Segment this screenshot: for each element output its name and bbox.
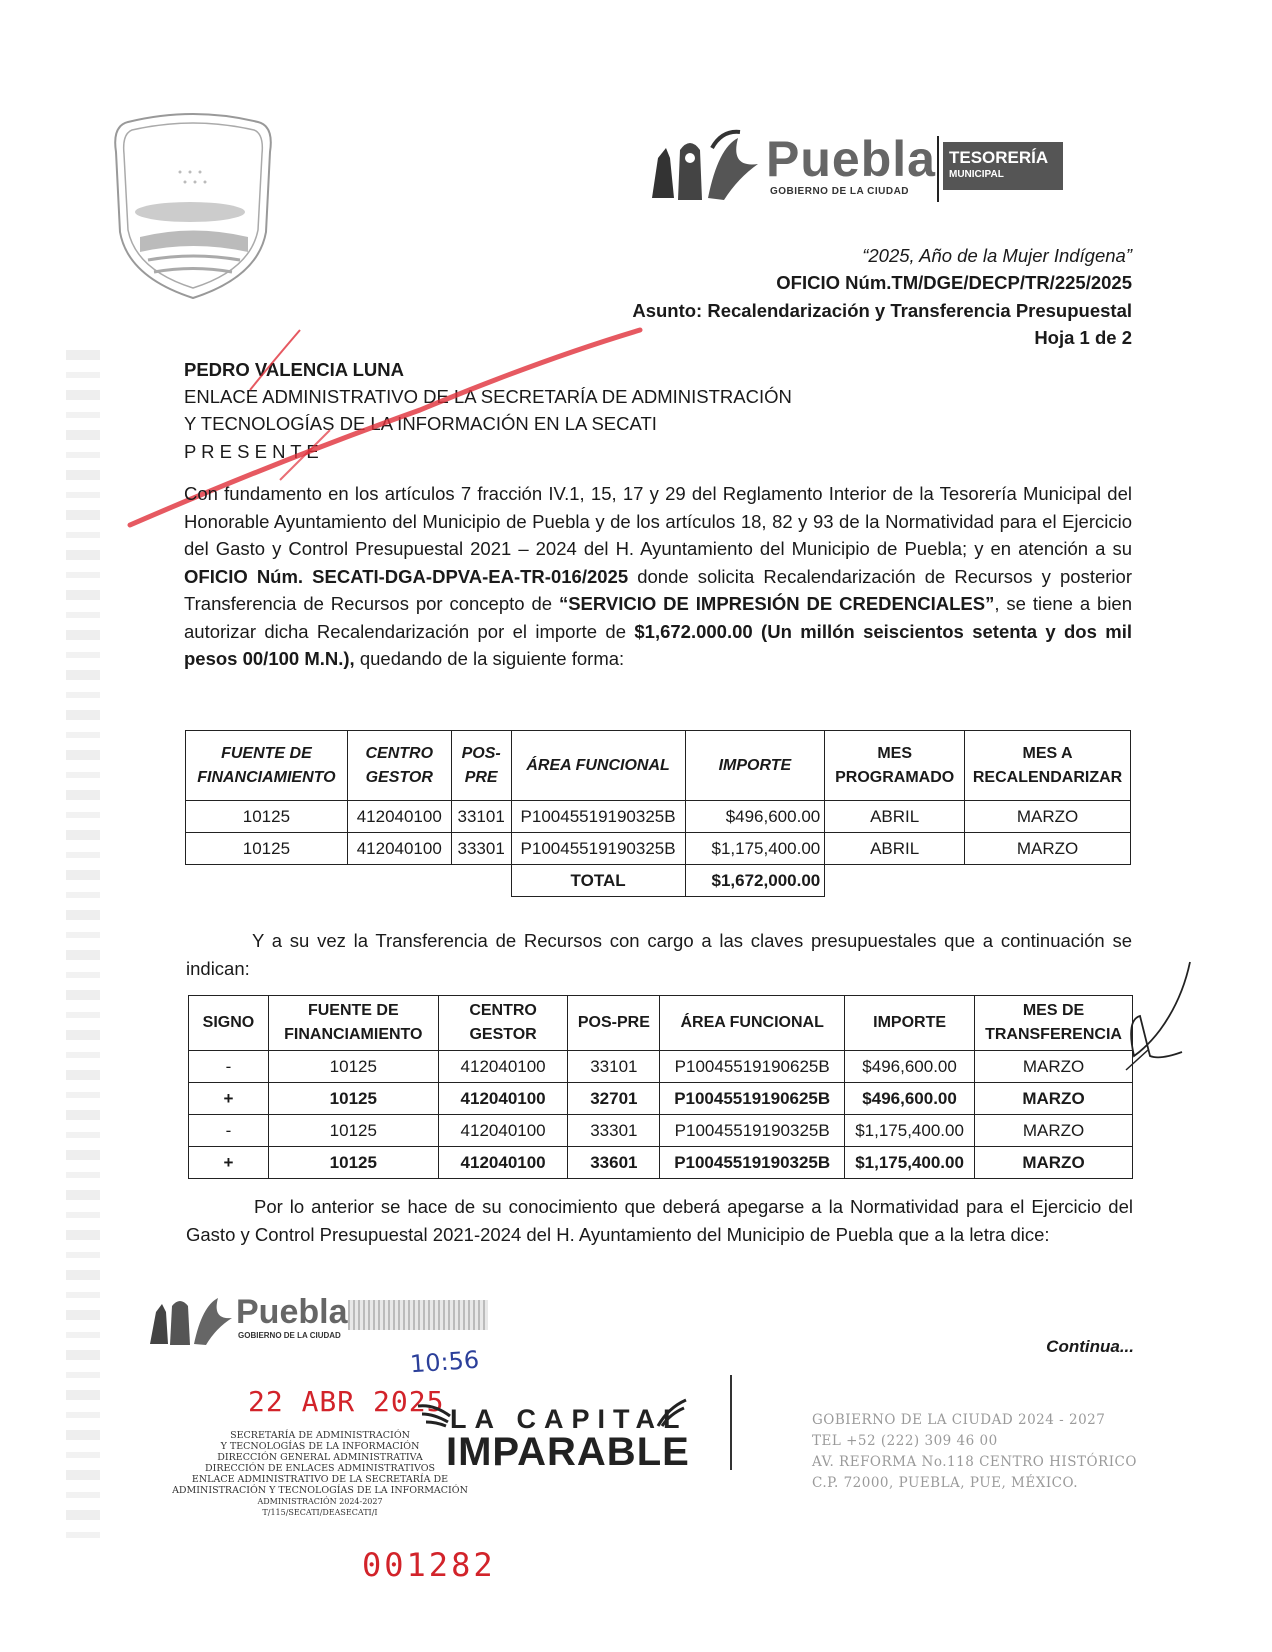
cell: 32701 xyxy=(568,1083,660,1115)
stamp-line: T/115/SECATI/DEASECATI/I xyxy=(262,1508,378,1517)
cell: P10045519190325B xyxy=(660,1115,845,1147)
cell: 412040100 xyxy=(347,801,451,833)
asunto-line: Asunto: Recalendarización y Transferencia Presupuestal xyxy=(632,300,1132,321)
address-line: GOBIERNO DE LA CIUDAD 2024 - 2027 xyxy=(812,1412,1106,1428)
logo-subtitle: GOBIERNO DE LA CIUDAD xyxy=(770,186,910,197)
cell: + xyxy=(189,1083,269,1115)
stamp-logo-subtitle: GOBIERNO DE LA CIUDAD xyxy=(238,1331,341,1340)
total-value: $1,672,000.00 xyxy=(685,865,825,897)
cell: P10045519190325B xyxy=(511,833,685,865)
cell: 10125 xyxy=(186,833,348,865)
cell: MARZO xyxy=(965,801,1131,833)
t2-col-fuente: FUENTE DE FINANCIAMIENTO xyxy=(268,996,438,1051)
cell: 33101 xyxy=(568,1051,660,1083)
p2-text: Y a su vez la Transferencia de Recursos con cargo a las claves presupuestales que a continuación se indican: xyxy=(186,930,1132,979)
cell: 10125 xyxy=(268,1083,438,1115)
t1-col-fuente: FUENTE DE FINANCIAMIENTO xyxy=(186,731,348,801)
cell: 412040100 xyxy=(438,1051,568,1083)
cell: P10045519190625B xyxy=(660,1083,845,1115)
puebla-emblem-small-icon xyxy=(148,1290,233,1348)
cell: ABRIL xyxy=(825,833,965,865)
t1-col-pospre: POS-PRE xyxy=(451,731,511,801)
t2-col-mes: MES DE TRANSFERENCIA xyxy=(975,996,1133,1051)
oficio-number: OFICIO Núm.TM/DGE/DECP/TR/225/2025 xyxy=(776,272,1132,293)
stamp-puebla-wordmark: Puebla xyxy=(236,1293,348,1331)
stamp-department-block xyxy=(170,1430,470,1518)
p3-text: Por lo anterior se hace de su conocimiento que deberá apegarse a la Normatividad para el Ejercicio del Gasto y Control Presupuestal 2021-2024 del H. Ayuntamiento del Municipio de Puebla que a la letra dice: xyxy=(186,1196,1133,1245)
cell: P10045519190625B xyxy=(660,1051,845,1083)
cell: P10045519190325B xyxy=(660,1147,845,1179)
wing-right-icon xyxy=(656,1398,688,1428)
cell: $496,600.00 xyxy=(845,1083,975,1115)
recipient-title-2: Y TECNOLOGÍAS DE LA INFORMACIÓN EN LA SECATI xyxy=(184,413,657,434)
t1-col-mes-recal: MES A RECALENDARIZAR xyxy=(965,731,1131,801)
stamp-line: DIRECCIÓN GENERAL ADMINISTRATIVA xyxy=(217,1452,423,1463)
folio-number: 001282 xyxy=(362,1546,496,1584)
t2-col-importe: IMPORTE xyxy=(845,996,975,1051)
t2-col-signo: SIGNO xyxy=(189,996,269,1051)
stamp-line: DIRECCIÓN DE ENLACES ADMINISTRATIVOS xyxy=(204,1463,436,1474)
stamp-received-date: 22 ABR 2025 xyxy=(248,1385,445,1418)
p1-text-a: Con fundamento en los artículos 7 fracción IV.1, 15, 17 y 29 del Reglamento Interior de la Tesorería Municipal del Honorable Ayuntamiento del Municipio de Puebla y de los artículos 18, 82 y 93 de la Normatividad para el Ejercicio del Gasto y Control Presupuestal 2021 – 2024 del H. Ayuntamiento del Municipio de Puebla; y en atención a su xyxy=(184,483,1132,559)
footer-divider xyxy=(730,1375,732,1470)
cell: 10125 xyxy=(268,1051,438,1083)
presente: P R E S E N T E xyxy=(184,441,319,462)
stamp-line: ADMINISTRACIÓN 2024-2027 xyxy=(257,1497,383,1506)
stamp-logo-box xyxy=(348,1300,488,1330)
cell: $496,600.00 xyxy=(685,801,825,833)
cell: 10125 xyxy=(186,801,348,833)
year-motto: “2025, Año de la Mujer Indígena” xyxy=(862,245,1132,266)
logo-divider xyxy=(937,136,939,202)
slogan-imparable: IMPARABLE xyxy=(446,1430,690,1474)
stamp-line: Y TECNOLOGÍAS DE LA INFORMACIÓN xyxy=(220,1441,420,1452)
t2-col-pospre: POS-PRE xyxy=(568,996,660,1051)
stamp-line: ADMINISTRACIÓN Y TECNOLOGÍAS DE LA INFORMACIÓN xyxy=(172,1485,468,1496)
cell: 33301 xyxy=(451,833,511,865)
cell: MARZO xyxy=(975,1083,1133,1115)
cell: MARZO xyxy=(975,1051,1133,1083)
table-row xyxy=(186,801,1131,833)
cell: 10125 xyxy=(268,1115,438,1147)
address-block xyxy=(812,1410,1137,1494)
page-indicator: Hoja 1 de 2 xyxy=(1034,327,1132,348)
t1-col-importe: IMPORTE xyxy=(685,731,825,801)
table1-header-row xyxy=(186,731,1131,801)
table1-total-row xyxy=(186,865,1131,897)
p1-text-c: donde solicita Recalendarización de Recursos y posterior Transferencia de Recursos por concepto de xyxy=(184,565,1132,614)
cell: - xyxy=(189,1051,269,1083)
table-row xyxy=(189,1147,1133,1179)
tesoreria-label: TESORERÍA xyxy=(949,148,1049,167)
table-row xyxy=(186,833,1131,865)
address-line: TEL +52 (222) 309 46 00 xyxy=(812,1433,998,1449)
tesoreria-sublabel: MUNICIPAL xyxy=(949,169,1004,180)
total-label: TOTAL xyxy=(511,865,685,897)
p1-amount: $1,672.000.00 (Un millón seiscientos setenta y dos mil pesos 00/100 M.N.), xyxy=(184,620,1132,669)
p1-text-e: , se tiene a bien autorizar dicha Recalendarización por el importe de xyxy=(184,593,1133,642)
t1-col-centro: CENTRO GESTOR xyxy=(347,731,451,801)
body-paragraph-2 xyxy=(186,927,1132,982)
body-paragraph-3 xyxy=(186,1193,1133,1248)
cell: MARZO xyxy=(975,1147,1133,1179)
table-row xyxy=(189,1051,1133,1083)
puebla-tesoreria-logo xyxy=(648,128,1068,208)
cell: $1,175,400.00 xyxy=(845,1147,975,1179)
cell: - xyxy=(189,1115,269,1147)
t1-col-area: ÁREA FUNCIONAL xyxy=(511,731,685,801)
cell: 412040100 xyxy=(438,1083,568,1115)
slogan-la-capital: LA CAPITAL xyxy=(450,1404,688,1434)
table-row xyxy=(189,1083,1133,1115)
recalendarization-table xyxy=(185,730,1131,897)
table-row xyxy=(189,1115,1133,1147)
margin-pattern xyxy=(66,350,100,1550)
stamp-received-time: 10:56 xyxy=(409,1345,481,1379)
cell: 33101 xyxy=(451,801,511,833)
continua-label: Continua... xyxy=(1046,1337,1134,1356)
address-line: AV. REFORMA No.118 CENTRO HISTÓRICO xyxy=(812,1454,1137,1470)
cell: 10125 xyxy=(268,1147,438,1179)
signature-scribble xyxy=(1120,960,1200,1080)
cell: MARZO xyxy=(965,833,1131,865)
transfer-table xyxy=(188,995,1133,1179)
cell: P10045519190325B xyxy=(511,801,685,833)
table2-header-row xyxy=(189,996,1133,1051)
cell: 412040100 xyxy=(347,833,451,865)
crest-seal-image xyxy=(108,112,278,302)
t1-col-mes-prog: MES PROGRAMADO xyxy=(825,731,965,801)
recipient-name: PEDRO VALENCIA LUNA xyxy=(184,359,404,380)
cell: MARZO xyxy=(975,1115,1133,1147)
cell: $1,175,400.00 xyxy=(845,1115,975,1147)
t2-col-centro: CENTRO GESTOR xyxy=(438,996,568,1051)
stamp-line: ENLACE ADMINISTRATIVO DE LA SECRETARÍA DE xyxy=(191,1474,449,1485)
stamp-line: SECRETARÍA DE ADMINISTRACIÓN xyxy=(230,1430,410,1441)
wing-icon xyxy=(416,1402,452,1428)
p1-text-g: quedando de la siguiente forma: xyxy=(354,648,625,669)
puebla-wordmark: Puebla xyxy=(766,131,936,187)
cell: + xyxy=(189,1147,269,1179)
cell: ABRIL xyxy=(825,801,965,833)
body-paragraph-1 xyxy=(184,480,1132,673)
p1-oficio-ref: OFICIO Núm. SECATI-DGA-DPVA-EA-TR-016/2025 xyxy=(184,565,629,587)
cell: 33601 xyxy=(568,1147,660,1179)
tesoreria-box xyxy=(943,142,1063,190)
cell: 33301 xyxy=(568,1115,660,1147)
p1-concept: “SERVICIO DE IMPRESIÓN DE CREDENCIALES” xyxy=(558,593,995,614)
cell: 412040100 xyxy=(438,1115,568,1147)
cell: $1,175,400.00 xyxy=(685,833,825,865)
cell: 412040100 xyxy=(438,1147,568,1179)
cell: $496,600.00 xyxy=(845,1051,975,1083)
puebla-emblem-icon xyxy=(648,128,766,208)
received-stamp-logo xyxy=(148,1290,493,1350)
address-line: C.P. 72000, PUEBLA, PUE, MÉXICO. xyxy=(812,1475,1079,1491)
t2-col-area: ÁREA FUNCIONAL xyxy=(660,996,845,1051)
recipient-title-1: ENLACE ADMINISTRATIVO DE LA SECRETARÍA DE ADMINISTRACIÓN xyxy=(184,386,792,407)
